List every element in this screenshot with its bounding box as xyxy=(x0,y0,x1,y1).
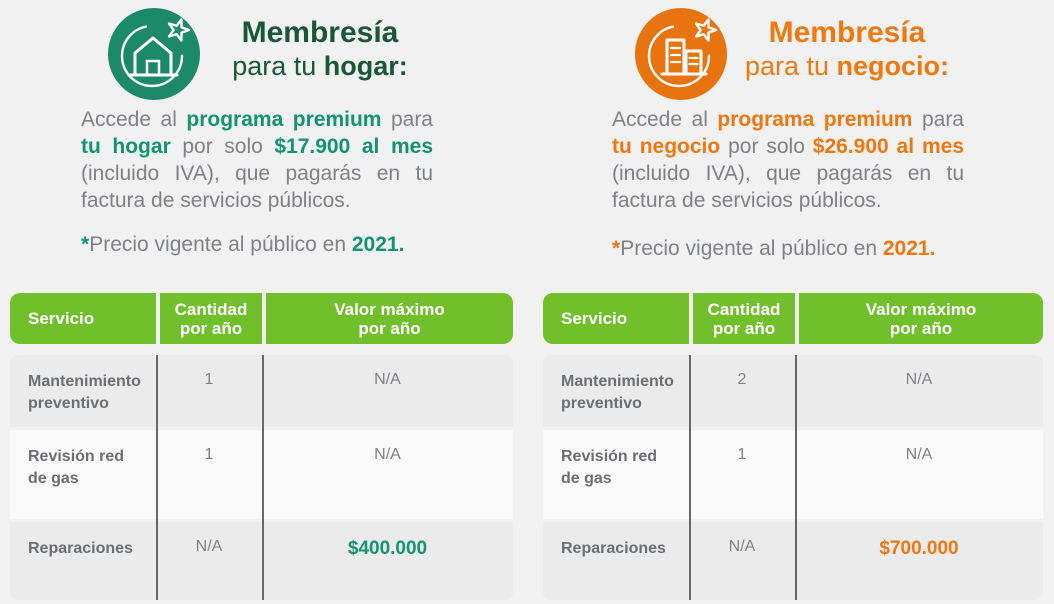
plan-title-line1: Membresía xyxy=(241,16,399,49)
cell-service: Revisión red de gas xyxy=(561,448,658,487)
col-header-cantidad: Cantidad por año xyxy=(693,293,795,344)
cell-qty: 1 xyxy=(204,371,214,388)
plan-title-line2: para tu negocio: xyxy=(744,51,950,81)
cell-max-value: N/A xyxy=(374,371,401,388)
col-header-valor-maximo: Valor máximo por año xyxy=(266,293,513,344)
col-header-servicio: Servicio xyxy=(543,293,689,344)
plan-title xyxy=(687,16,1007,83)
plan-negocio-section xyxy=(527,0,1054,604)
plan-title xyxy=(160,16,480,83)
column-divider xyxy=(795,355,797,600)
cell-max-value: $400.000 xyxy=(347,538,428,559)
cell-service: Revisión red de gas xyxy=(28,448,125,487)
cell-qty: N/A xyxy=(728,538,756,555)
plan-description: Accede al programa premium para tu negocio por solo $26.900 al mes (incluido IVA), que pagarás en tu factura de servicios públicos. xyxy=(612,108,964,212)
table-header-row xyxy=(10,293,513,344)
cell-max-value: N/A xyxy=(905,446,933,463)
table-row xyxy=(543,522,1043,600)
price-note: *Precio vigente al público en 2021. xyxy=(612,237,936,260)
cell-service: Mantenimiento preventivo xyxy=(561,373,674,412)
table-row xyxy=(543,430,1043,519)
cell-qty: 1 xyxy=(737,446,747,463)
cell-max-value: $700.000 xyxy=(879,538,959,559)
col-header-cantidad: Cantidad por año xyxy=(160,293,262,344)
pricing-table-hogar xyxy=(10,293,513,600)
col-header-valor-maximo: Valor máximo por año xyxy=(799,293,1043,344)
cell-max-value: N/A xyxy=(374,446,401,463)
cell-qty: 2 xyxy=(737,371,747,388)
plan-description: Accede al programa premium para tu hogar por solo $17.900 al mes (incluido IVA), que pagarás en tu factura de servicios públicos. xyxy=(81,108,433,212)
cell-service: Reparaciones xyxy=(561,540,666,557)
column-divider xyxy=(156,355,158,600)
cell-max-value: N/A xyxy=(905,371,933,388)
column-divider xyxy=(262,355,264,600)
table-body xyxy=(10,355,513,600)
column-divider xyxy=(689,355,691,600)
plan-title-line2: para tu hogar: xyxy=(232,51,408,81)
table-row xyxy=(543,355,1043,427)
col-header-servicio: Servicio xyxy=(10,293,156,344)
price-note: *Precio vigente al público en 2021. xyxy=(81,233,405,256)
table-header-row xyxy=(543,293,1043,344)
pricing-table-negocio xyxy=(543,293,1043,600)
cell-service: Reparaciones xyxy=(28,540,133,557)
plan-title-line1: Membresía xyxy=(768,16,926,49)
table-body xyxy=(543,355,1043,600)
cell-qty: N/A xyxy=(195,538,223,555)
cell-qty: 1 xyxy=(204,446,214,463)
cell-service: Mantenimiento preventivo xyxy=(28,373,141,412)
